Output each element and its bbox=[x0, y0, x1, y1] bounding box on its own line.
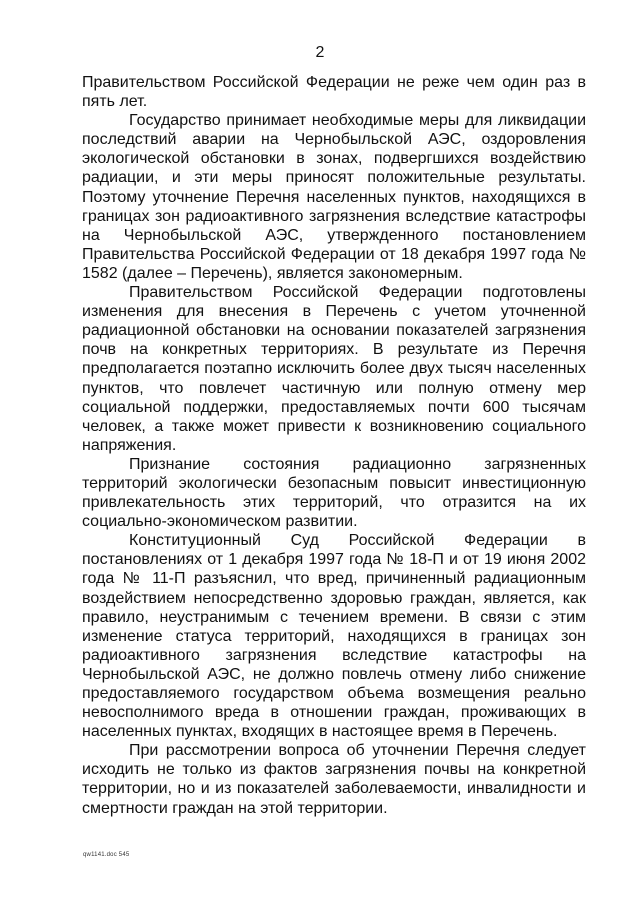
paragraph-review-criteria: При рассмотрении вопроса об уточнении Перечня следует исходить не только из фактов загрязнения почвы на конкретной территории, но и из показателей заболеваемости, инвалидности и смертности граждан на этой территории. bbox=[82, 742, 586, 817]
paragraph-government-changes: Правительством Российской Федерации подготовлены изменения для внесения в Перечень с учетом уточненной радиационной обстановки на основании показателей загрязнения почв на конкретных территориях. В результате из Перечня предполагается поэтапно исключить более двух тысяч населенных пунктов, что повлечет частичную или полную отмену мер социальной поддержки, предоставляемых почти 600 тысячам человек, а также может привести к возникновению социального напряжения. bbox=[82, 284, 586, 454]
paragraph-continuation: Правительством Российской Федерации не реже чем один раз в пять лет. bbox=[82, 74, 586, 111]
paragraph-safety-recognition: Признание состояния радиационно загрязненных территорий экологически безопасным повысит инвестиционную привлекательность этих территорий, что отразится на их социально-экономическом развитии. bbox=[82, 455, 586, 531]
document-body bbox=[82, 73, 586, 818]
paragraph-state-measures: Государство принимает необходимые меры для ликвидации последствий аварии на Чернобыльской АЭС, оздоровления экологической обстановки в зонах, подвергшихся воздействию радиации, и эти меры приносят положительные результаты. Поэтому уточнение Перечня населенных пунктов, находящихся в границах зон радиоактивного загрязнения вследствие катастрофы на Чернобыльской АЭС, утвержденного постановлением Правительства Российской Федерации от 18 декабря 1997 года № 1582 (далее – Перечень), является закономерным. bbox=[82, 112, 586, 282]
paragraph-constitutional-court: Конституционный Суд Российской Федерации в постановлениях от 1 декабря 1997 года № 18-П и от 19 июня 2002 года № 11-П разъяснил, что вред, причиненный радиационным воздействием непосредственно здоровью граждан, является, как правило, неустранимым с течением времени. В связи с этим изменение статуса территорий, находящихся в границах зон радиоактивного загрязнения вследствие катастрофы на Чернобыльской АЭС, не должно повлечь отмену либо снижение предоставляемого государством объема возмещения реально невосполнимого вреда в отношении граждан, проживающих в населенных пунктах, входящих в настоящее время в Перечень. bbox=[82, 532, 586, 741]
document-footer-code: qw1141.doc 545 bbox=[83, 852, 130, 858]
page-number: 2 bbox=[315, 44, 325, 61]
